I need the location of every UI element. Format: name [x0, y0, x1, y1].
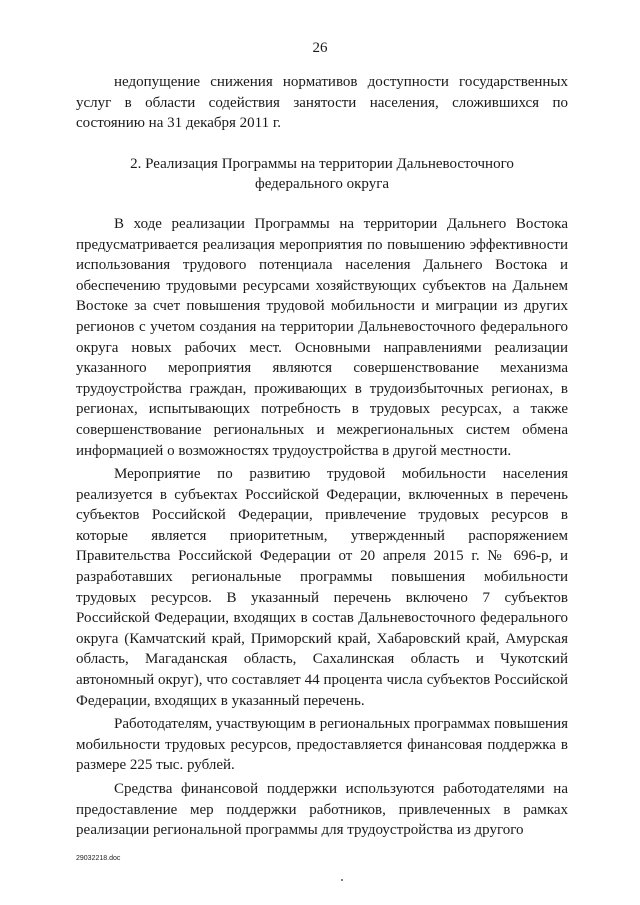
page-number: 26 [312, 40, 328, 56]
intro-paragraph: недопущение снижения нормативов доступности государственных услуг в области содействия занятости населения, сложившихся по состоянию на 31 декабря 2011 г. [76, 74, 568, 132]
section-heading-line-1: 2. Реализация Программы на территории Дальневосточного [130, 155, 514, 172]
document-body [76, 72, 568, 841]
footer-filename: 29032218.doc [76, 855, 121, 862]
section-heading-line-2: федерального округа [254, 176, 390, 193]
body-paragraph-1: В ходе реализации Программы на территории Дальнего Востока предусматривается реализация мероприятия по повышению эффективности использования трудового потенциала населения Дальнего Востока и обеспечению трудовыми ресурсами хозяйствующих субъектов на Дальнем Востоке за счет повышения трудовой мобильности и миграции из других регионов с учетом создания на территории Дальневосточного федерального округа новых рабочих мест. Основными направлениями реализации указанного мероприятия являются совершенствование механизма трудоустройства граждан, проживающих в трудоизбыточных регионах, в регионах, испытывающих потребность в трудовых ресурсах, а также совершенствование региональных и межрегиональных систем обмена информацией о возможностях трудоустройства в другой местности. [76, 215, 568, 459]
footer-mark [341, 879, 343, 881]
body-paragraph-2: Мероприятие по развитию трудовой мобильности населения реализуется в субъектах Российской Федерации, включенных в перечень субъектов Российской Федерации, привлечение трудовых ресурсов в которые является приоритетным, утвержденный распоряжением Правительства Российской Федерации от 20 апреля 2015 г. № 696-р, и разработавших региональные программы повышения мобильности трудовых ресурсов. В указанный перечень включено 7 субъектов Российской Федерации, входящих в состав Дальневосточного федерального округа (Камчатский край, Приморский край, Хабаровский край, Амурская область, Магаданская область, Сахалинская область и Чукотский автономный округ), что составляет 44 процента числа субъектов Российской Федерации, входящих в указанный перечень. [76, 466, 568, 709]
body-paragraph-4: Средства финансовой поддержки используются работодателями на предоставление мер поддержки работников, привлеченных в рамках реализации региональной программы для трудоустройства из другого [76, 781, 568, 839]
body-paragraph-3: Работодателям, участвующим в региональных программах повышения мобильности трудовых ресурсов, предоставляется финансовая поддержка в размере 225 тыс. рублей. [76, 716, 569, 774]
section-heading [76, 154, 568, 195]
